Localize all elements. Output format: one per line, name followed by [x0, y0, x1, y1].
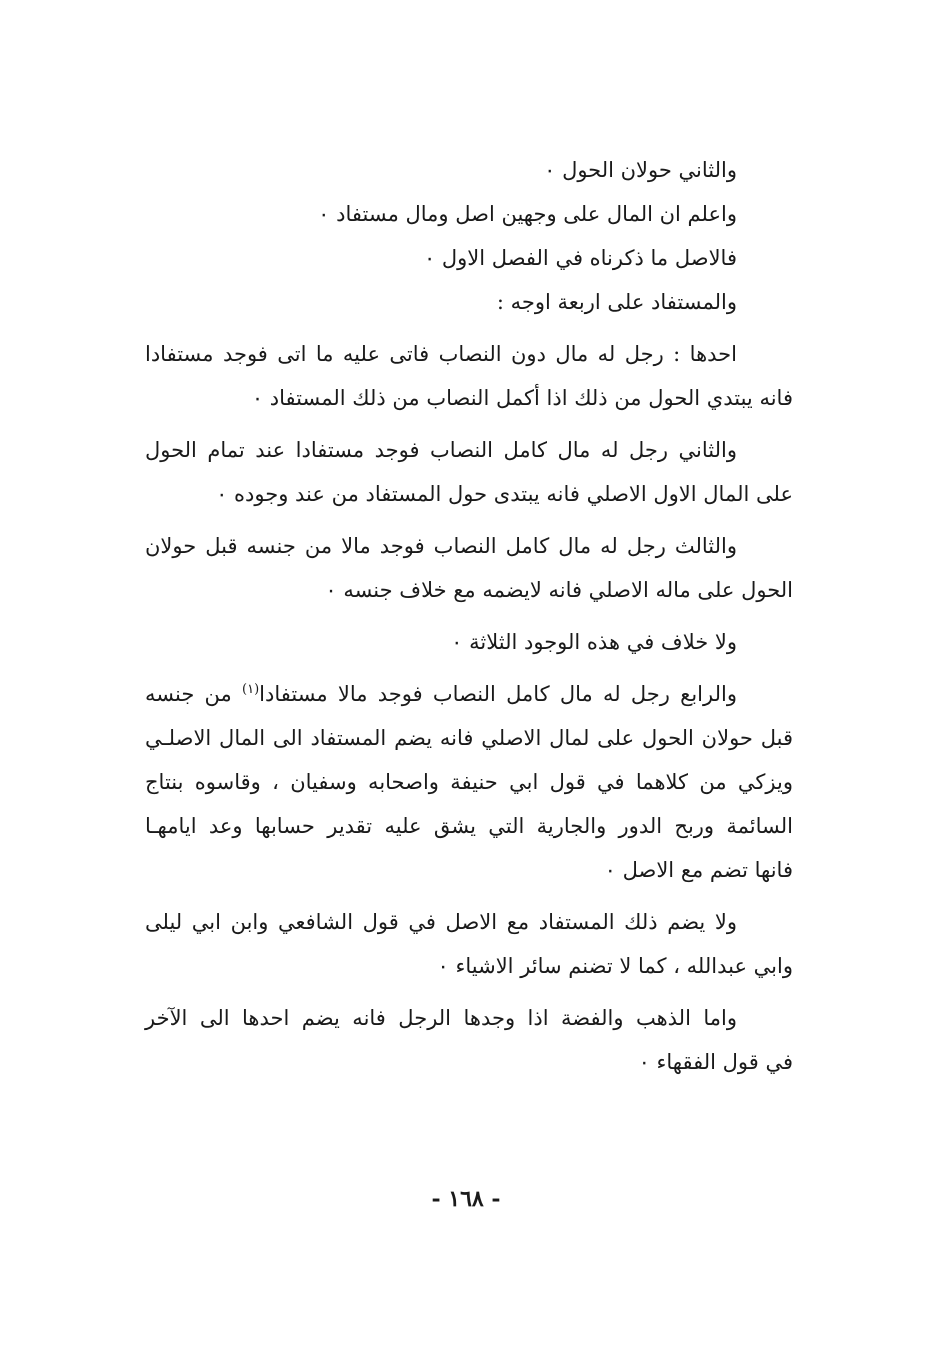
- text-line: ولا خلاف في هذه الوجود الثلاثة ٠: [451, 630, 737, 654]
- text-line: الحول على ماله الاصلي فانه لايضمه مع خلاف جنسه ٠: [325, 578, 793, 602]
- text-line: واما الذهب والفضة اذا وجدها الرجل فانه يضم احدها الى الآخر: [145, 1006, 737, 1030]
- text-line: احدها : رجل له مال دون النصاب فاتى عليه ما اتى فوجد مستفادا: [145, 342, 737, 366]
- text-line: ولا يضم ذلك المستفاد مع الاصل في قول الشافعي وابن ابي ليلى: [145, 910, 737, 934]
- text-line: على المال الاول الاصلي فانه يبتدى حول المستفاد من عند وجوده ٠: [216, 482, 793, 506]
- text-line: فانها تضم مع الاصل ٠: [604, 858, 793, 882]
- text-line: وابي عبدالله ، كما لا تضنم سائر الاشياء ٠: [437, 954, 793, 978]
- text-line: السائمة وربح الدور والجارية التي يشق عليه تقدير حسابها وعد ايامهـا: [145, 814, 793, 838]
- paragraph-gap: [145, 892, 793, 900]
- text-line: والثالث رجل له مال كامل النصاب فوجد مالا من جنسه قبل حولان: [145, 534, 737, 558]
- paragraph-gap: [145, 516, 793, 524]
- text-line: والمستفاد على اربعة اوجه :: [496, 290, 737, 314]
- text-segment: والرابع رجل له مال كامل النصاب فوجد مالا مستفادا: [259, 682, 737, 706]
- page-number: - ١٦٨ -: [431, 1186, 501, 1212]
- paragraph-gap: [145, 420, 793, 428]
- text-line: والثاني حولان الحول ٠: [544, 158, 737, 182]
- text-line: فالاصل ما ذكرناه في الفصل الاول ٠: [423, 246, 737, 270]
- paragraph-gap: [145, 664, 793, 672]
- text-line-with-footnote: [145, 672, 793, 716]
- footnote-marker: (١): [242, 682, 260, 697]
- paragraph-gap: [145, 612, 793, 620]
- paragraph-gap: [145, 988, 793, 996]
- text-segment: من جنسه: [145, 682, 232, 706]
- text-line: ويزكي من كلاهما في قول ابي حنيفة واصحابه وسفيان ، وقاسوه بنتاج: [145, 770, 793, 794]
- text-line: فانه يبتدي الحول من ذلك اذا أكمل النصاب من ذلك المستفاد ٠: [251, 386, 793, 410]
- text-line: في قول الفقهاء ٠: [638, 1050, 793, 1074]
- text-line: والثاني رجل له مال كامل النصاب فوجد مستفادا عند تمام الحول: [145, 438, 737, 462]
- text-line: قبل حولان الحول على لمال الاصلي فانه يضم المستفاد الى المال الاصلـي: [145, 726, 793, 750]
- text-line: واعلم ان المال على وجهين اصل ومال مستفاد ٠: [318, 202, 737, 226]
- paragraph-gap: [145, 324, 793, 332]
- body-text: [145, 148, 793, 1084]
